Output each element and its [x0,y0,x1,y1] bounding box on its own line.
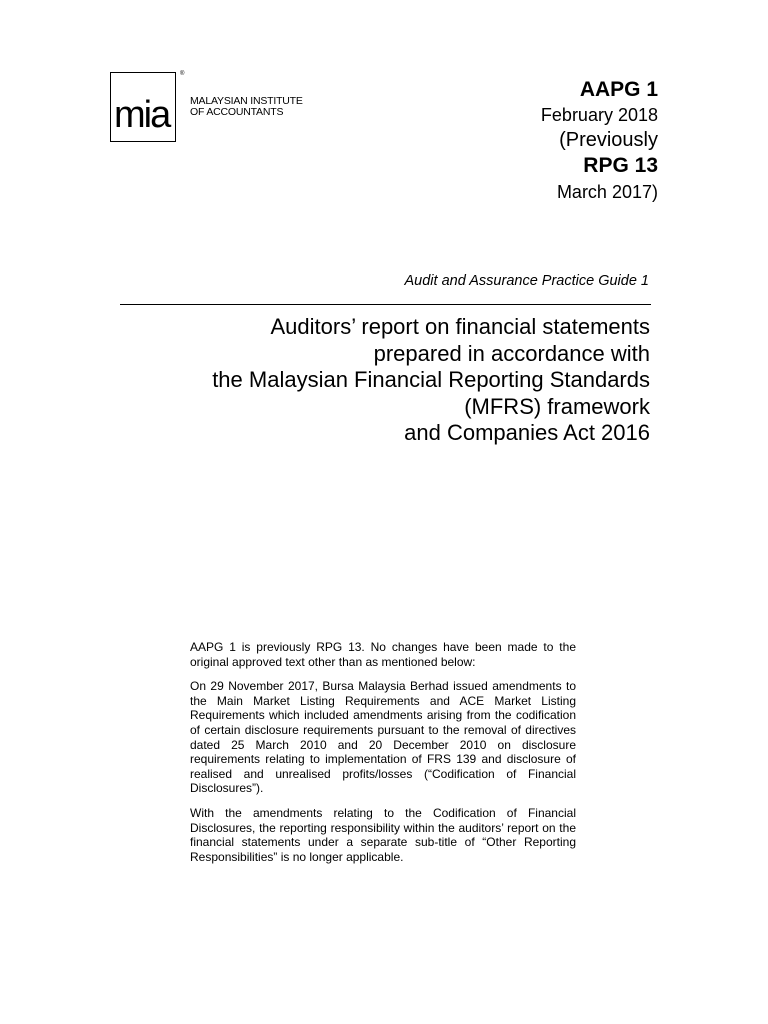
title-line: prepared in accordance with [373,340,650,366]
title-line: (MFRS) framework [464,393,650,419]
body-paragraph: With the amendments relating to the Codification of Financial Disclosures, the reporting responsibility within the auditors’ report on the financial statements under a separate sub-title of “Other Reporting Responsibilities” is no longer applicable. [190,805,576,864]
document-title [212,314,650,447]
body-paragraph: AAPG 1 is previously RPG 13. No changes have been made to the original approved text other than as mentioned below: [190,640,576,669]
registered-mark: ® [180,71,185,77]
title-line: and Companies Act 2016 [404,420,650,445]
previous-code: RPG 13 [583,154,658,177]
document-code: AAPG 1 [579,78,658,101]
organization-name-line1: MALAYSIAN INSTITUTE [190,95,303,107]
previous-date: March 2017) [556,182,658,202]
document-code-block [541,77,658,205]
logo-letters: mia [114,94,170,136]
mia-logo [110,72,310,144]
title-line: Auditors’ report on financial statements [270,314,650,339]
organization-name-line2: OF ACCOUNTANTS [190,106,284,118]
guide-label: Audit and Assurance Practice Guide 1 [404,273,649,289]
title-line: the Malaysian Financial Reporting Standards [212,367,650,392]
title-divider [120,304,651,305]
notice-body [190,640,576,874]
logo-mark-box [110,72,176,142]
document-date: February 2018 [540,105,658,125]
previously-label: (Previously [559,129,658,151]
body-paragraph: On 29 November 2017, Bursa Malaysia Berhad issued amendments to the Main Market Listing Requirements and ACE Market Listing Requirements which included amendments arising from the codification of certain disclosure requirements pursuant to the removal of directives dated 25 March 2010 and 20 December 2010 on disclosure requirements relating to implementation of FRS 139 and disclosure of realised and unrealised profits/losses (“Codification of Financial Disclosures”). [190,679,576,796]
organization-name [190,96,303,118]
